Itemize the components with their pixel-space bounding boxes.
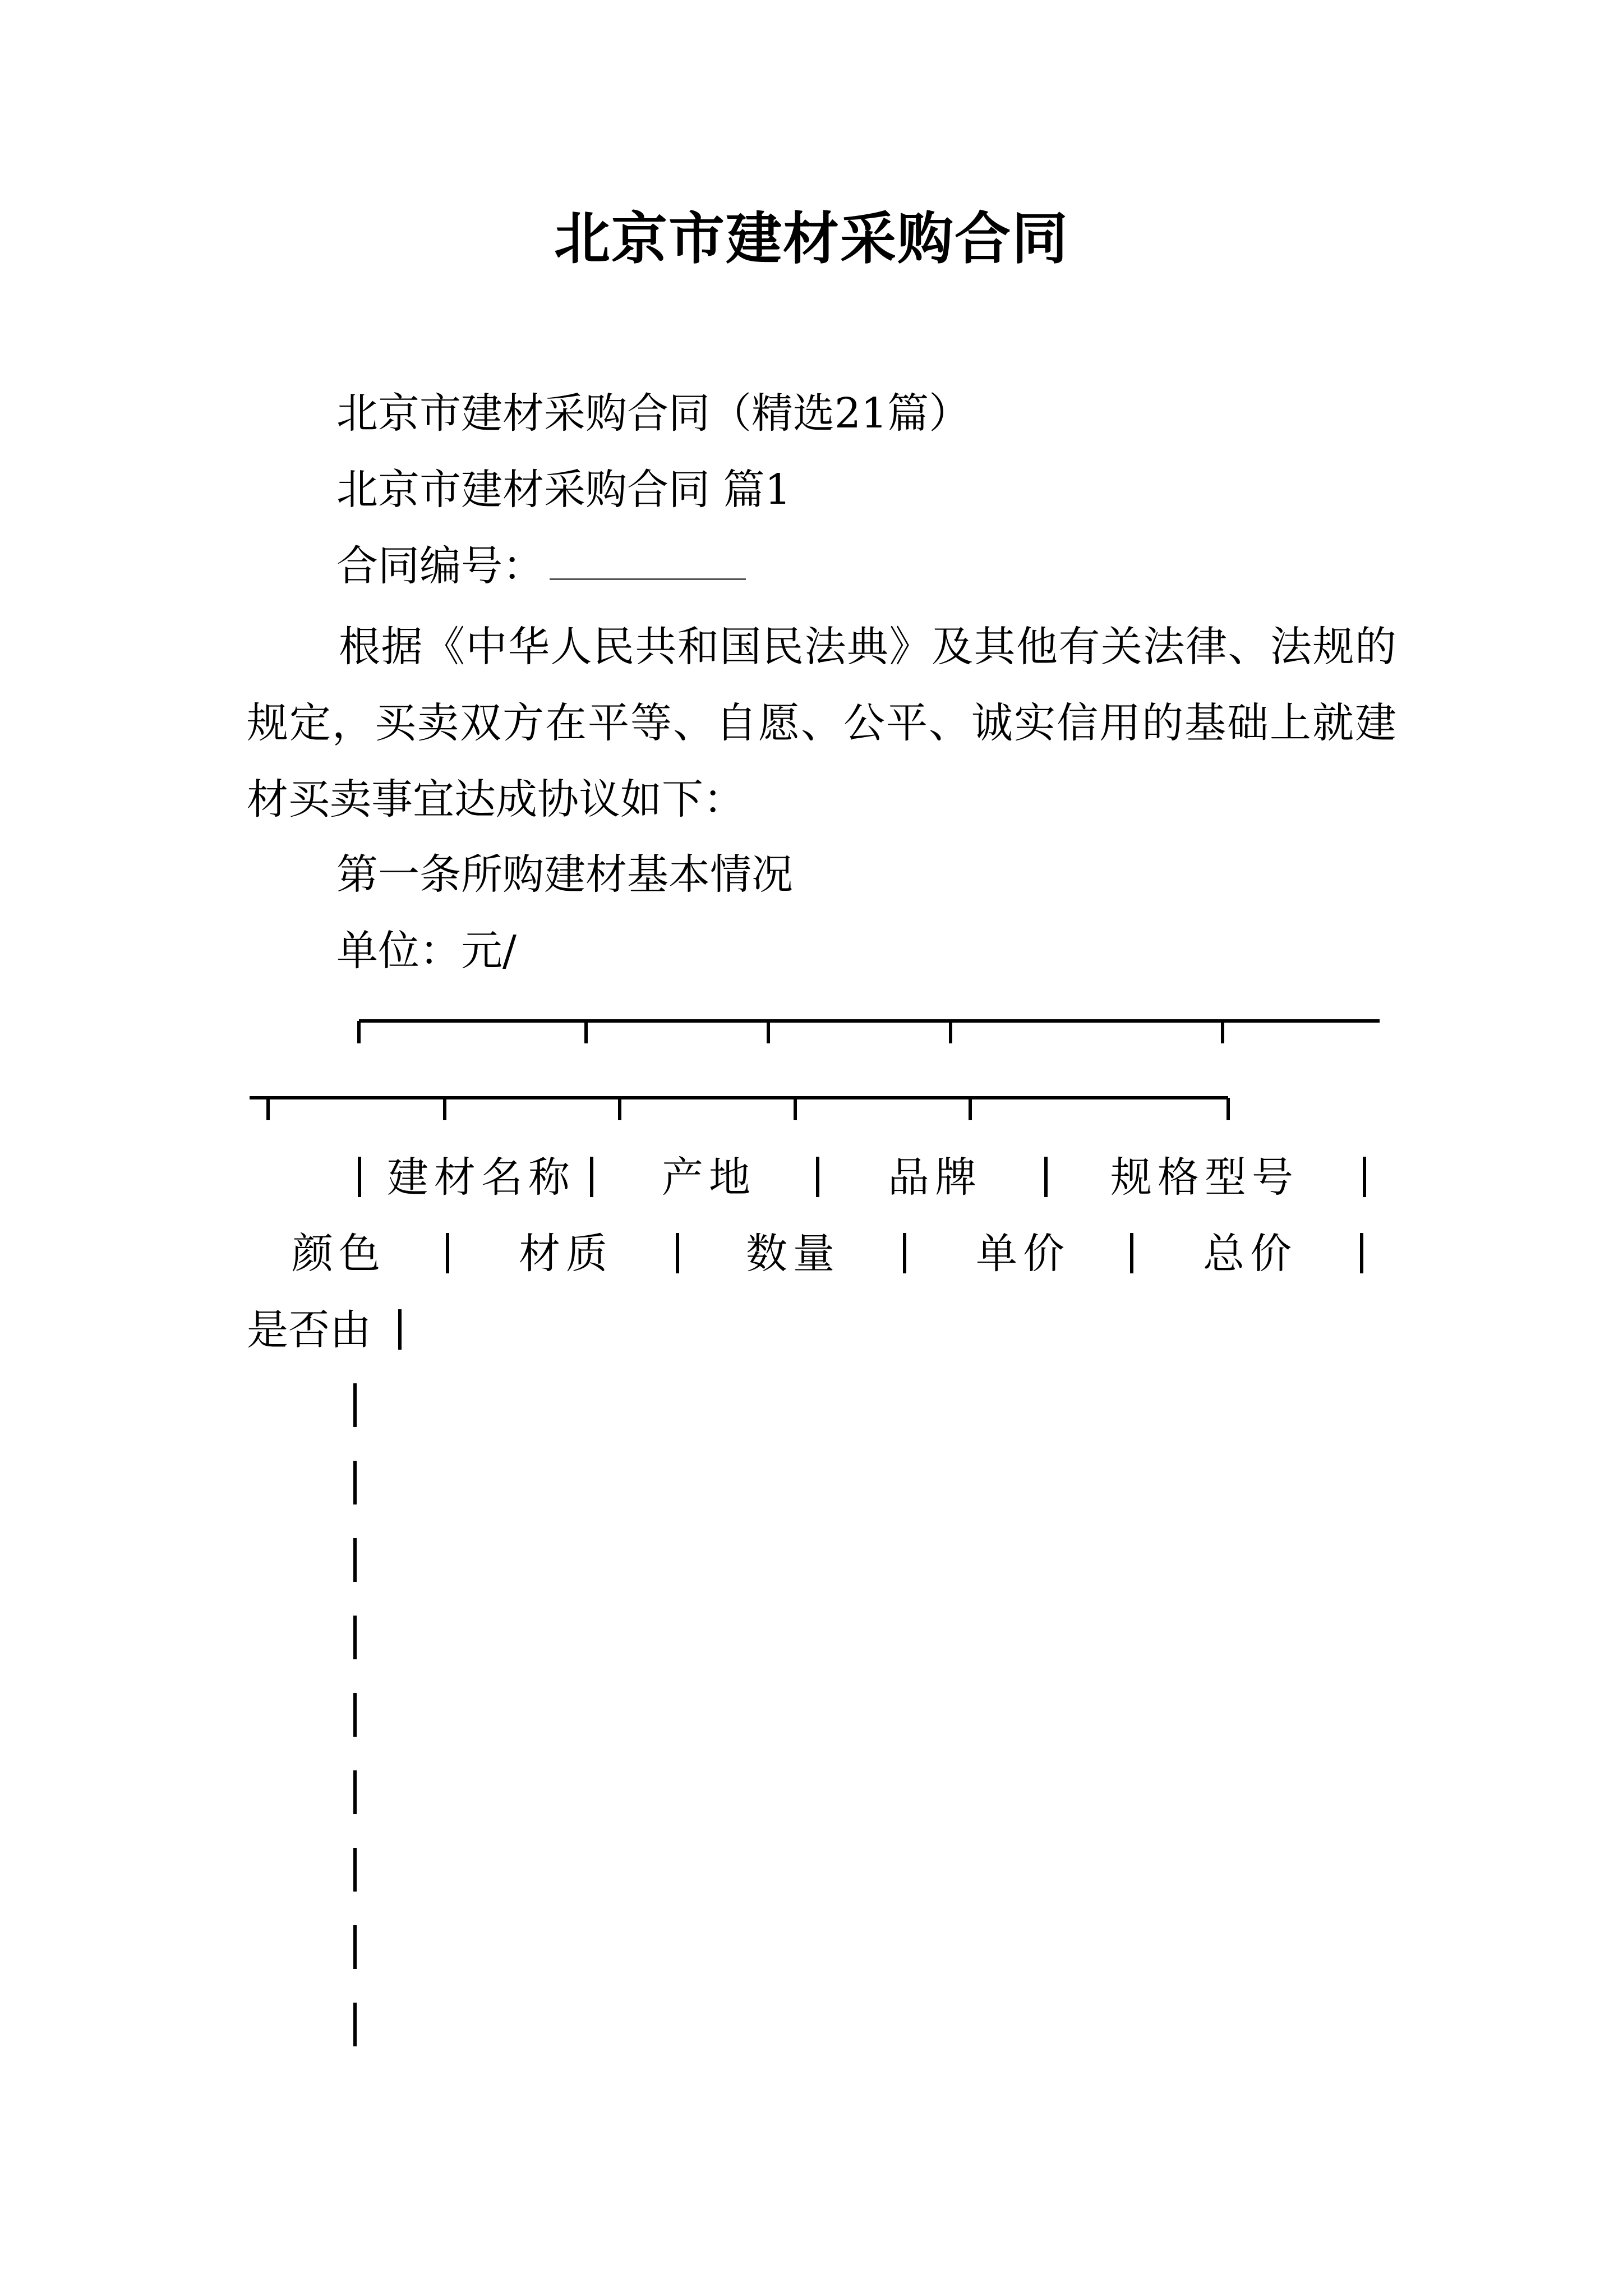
- table-row-border: [353, 1538, 357, 1582]
- cell-separator: [446, 1233, 449, 1273]
- cell-separator: [398, 1309, 402, 1350]
- table-row-border: [353, 1461, 357, 1504]
- header-cell-unit-price: 单价: [976, 1230, 1070, 1278]
- table-row-border: [353, 1383, 357, 1427]
- cell-separator: [590, 1157, 593, 1197]
- section-heading: 北京市建材采购合同 篇1: [336, 466, 791, 514]
- cell-separator: [1360, 1233, 1363, 1273]
- contract-number-row: [336, 542, 746, 590]
- header-cell-material-name: 建材名称: [387, 1153, 575, 1202]
- table-row-border: [353, 1770, 357, 1814]
- cell-separator: [1363, 1157, 1366, 1197]
- intro-paragraph: 根据《中华人民共和国民法典》及其他有关法律、法规的规定，买卖双方在平等、自愿、公平、诚实信用的基础上就建材买卖事宜达成协议如下：: [247, 623, 1396, 823]
- contract-number-blank: [550, 550, 746, 580]
- table-row-border: [353, 1925, 357, 1969]
- table-row-border: [353, 2003, 357, 2046]
- header-cell-total-price: 总价: [1203, 1230, 1297, 1278]
- document-title: 北京市建材采购合同: [554, 205, 1069, 272]
- cell-separator: [1130, 1233, 1133, 1273]
- cell-separator: [676, 1233, 679, 1273]
- header-cell-color: 颜色: [292, 1230, 386, 1278]
- contract-number-label: 合同编号：: [336, 542, 544, 590]
- table-row-border: [353, 1616, 357, 1659]
- cell-separator: [358, 1157, 361, 1197]
- article-1-heading: 第一条所购建材基本情况: [336, 850, 793, 899]
- table-row-border: [353, 1693, 357, 1737]
- header-cell-quantity: 数量: [746, 1230, 840, 1278]
- header-cell-origin: 产地: [662, 1153, 756, 1202]
- unit-label: 单位：元/: [336, 927, 517, 975]
- header-cell-whether: 是否由: [247, 1306, 371, 1354]
- cell-separator: [816, 1157, 819, 1197]
- document-subtitle: 北京市建材采购合同（精选21篇）: [336, 389, 971, 438]
- table-row-border: [353, 1848, 357, 1892]
- cell-separator: [903, 1233, 906, 1273]
- header-cell-brand: 品牌: [888, 1153, 982, 1202]
- cell-separator: [1044, 1157, 1048, 1197]
- header-cell-material: 材质: [519, 1230, 613, 1278]
- header-cell-spec: 规格型号: [1110, 1153, 1299, 1202]
- table-border-lines: [0, 999, 1623, 1167]
